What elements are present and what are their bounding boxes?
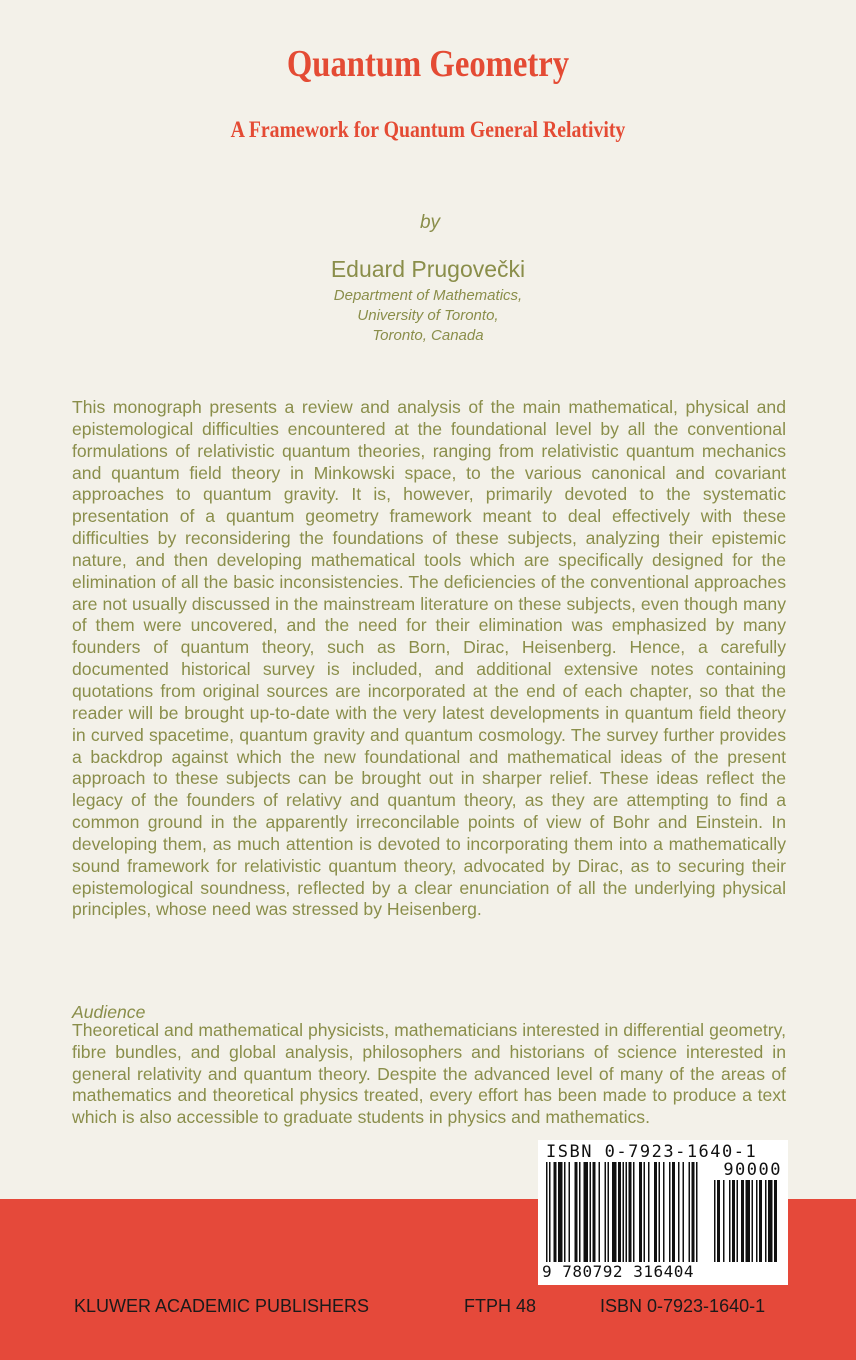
barcode-main-bars bbox=[546, 1162, 706, 1262]
barcode-addon-bars bbox=[714, 1180, 780, 1262]
publisher-name: KLUWER ACADEMIC PUBLISHERS bbox=[74, 1296, 370, 1316]
affiliation-line: Department of Mathematics, bbox=[333, 287, 523, 304]
author-affiliation bbox=[0, 286, 856, 346]
author-name: Eduard Prugovečki bbox=[330, 256, 526, 282]
book-subtitle: A Framework for Quantum General Relativity bbox=[230, 117, 626, 142]
affiliation-line: University of Toronto, bbox=[357, 307, 499, 324]
barcode bbox=[538, 1140, 788, 1285]
by-label: by bbox=[419, 212, 441, 233]
series-number: FTPH 48 bbox=[464, 1296, 537, 1316]
footer-isbn: ISBN 0-7923-1640-1 bbox=[600, 1296, 766, 1316]
audience-heading: Audience bbox=[72, 1002, 146, 1022]
book-title: Quantum Geometry bbox=[286, 43, 570, 85]
barcode-isbn-label: ISBN 0-7923-1640-1 bbox=[546, 1142, 758, 1162]
affiliation-line: Toronto, Canada bbox=[372, 327, 484, 344]
barcode-ean-digits: 9 780792 316404 bbox=[542, 1262, 694, 1281]
barcode-price-code: 90000 bbox=[723, 1160, 782, 1180]
description-paragraph: This monograph presents a review and analysis of the main mathematical, physical and epistemological difficulties encountered at the foundational level by all the conventional formulations of relativistic quantum theories, ranging from relativistic quantum mechanics and quantum field theory in Minkowski space, to the various canonical and covariant approaches to quantum gravity. It is, however, primarily devoted to the systematic presentation of a quantum geometry framework meant to deal effectively with these difficulties by reconsidering the foundations of these subjects, analyzing their epistemic nature, and then developing mathematical tools which are specifically designed for the elimination of all the basic inconsistencies. The deficiencies of the conventional approaches are not usually discussed in the mainstream literature on these subjects, even though many of them were uncovered, and the need for their elimination was emphasized by many founders of quantum theory, such as Born, Dirac, Heisenberg. Hence, a carefully documented historical survey is included, and additional extensive notes containing quotations from original sources are incorporated at the end of each chapter, so that the reader will be brought up-to-date with the very latest developments in quantum field theory in curved spacetime, quantum gravity and quantum cosmology. The survey further provides a backdrop against which the new foundational and mathematical ideas of the present approach to these subjects can be brought out in sharper relief. These ideas reflect the legacy of the founders of relativy and quantum theory, as they are attempting to find a common ground in the apparently irreconcilable points of view of Bohr and Einstein. In developing them, as much attention is devoted to incorporating them into a mathematically sound framework for relativistic quantum theory, advocated by Dirac, as to securing their epistemological soundness, reflected by a clear enunciation of all the underlying physical principles, whose need was stressed by Heisenberg. bbox=[72, 397, 786, 920]
audience-paragraph: Theoretical and mathematical physicists, mathematicians interested in differential geometry, fibre bundles, and global analysis, philosophers and historians of science interested in general relativity and quantum theory. Despite the advanced level of many of the areas of mathematics and theoretical physics treated, every effort has been made to produce a text which is also accessible to graduate students in physics and mathematics. bbox=[72, 1020, 786, 1128]
